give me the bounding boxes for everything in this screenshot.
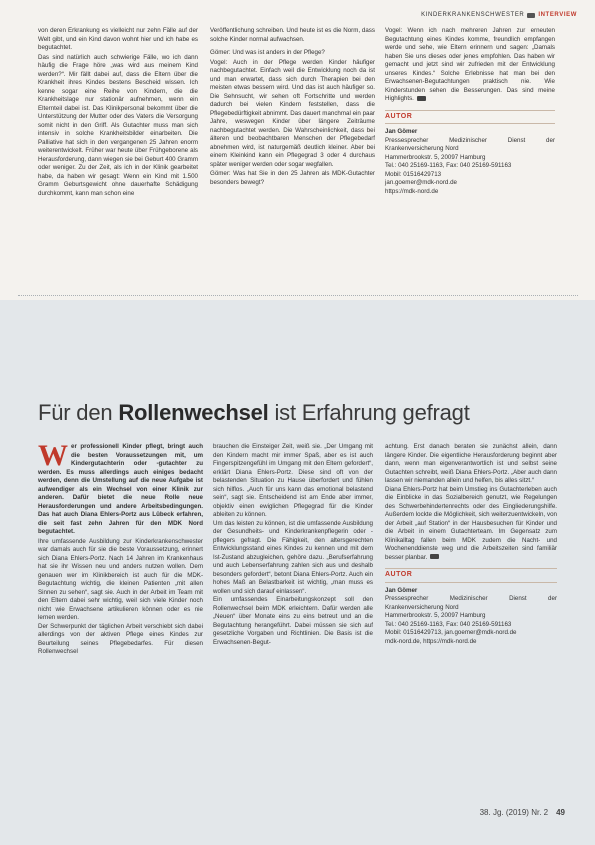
- article-title: [38, 400, 470, 426]
- end-mark-icon: [417, 96, 426, 101]
- paragraph: brauchen die Einsteiger Zeit, weiß sie. „Der Umgang mit den Kindern macht mir immer Spaß, aber es ist auch Fingerspitzengefühl im Umgang mit den Eltern gefordert“, erklärt Diana Ehlers-Portz. Diese sind oft von der belastenden Situation zu Hause überfordert und fühlen sich hilflos. „Auch für uns kann das emotional belastend sein“, sagt sie. Entscheidend ist am Ende aber immer, objektiv einen ewiglichen Pflegegrad für die Kinder ableiten zu können. Um das leisten zu können, ist die umfassende Ausbildung der Gesundheits- und Kinderkrankenpflegerin oder -pflegers gefragt. Die Fähigkeit, den altersgerechten Entwicklungsstand eines Kindes zu kennen und mit dem Ist-Zustand abzugleichen, gehöre dazu. „Berufserfahrung und auch Lebenserfahrung zahlen sich aus und deshalb besonders gefordert“, betont Diana Ehlers-Portz. Auch ein hohes Maß an Belastbarkeit ist wichtig, „man muss es wollen und sich darauf einlassen“. Ein umfassendes Einarbeitungskonzept soll den Rollenwechsel beim MDK erleichtern. Dafür werden alle „Neuen“ über Monate eins zu eins betreut und an die Begutachtung herangeführt. Dabei müssen sie sich auf gesetzliche Vorgaben und Richtlinien. Die Basis ist die Erwachsenen-Begut-: [213, 443, 373, 646]
- paragraph-text: achtung. Erst danach beraten sie zunächst allein, dann längere Kinder. Die eigentliche Herausforderung beginnt aber dann, wenn man eigenverantwortlich ist und selbst seine Gutachten schreibt, weiß Diana Ehlers-Portz. „Aber auch dann lassen wir niemanden allein und helfen, bis alles sitzt.“ Diana Ehlers-Portz hat beim Umstieg ins Gutachterleben auch die Einblicke in das Sozialbereich genutzt, wie Regelungen des Schwerbehindertenrechts oder des Eingliederungshilfe. Außerdem lockte die Möglichkeit, sich weiterzuentwickeln, von der Arbeit „auf Station“ in der Hausbesuchen für Kinder und die Arbeit in einem Gutachterteam. Im Gegensatz zum Klinikalltag fallen beim MDK zudem die Nacht- und Wochenenddienste weg und die Arbeitszeiten sind familiär besser planbar.: [385, 443, 557, 561]
- autor-role: Pressesprecher Medizinischer Dienst der Krankenversicherung Nord: [385, 136, 555, 152]
- page-footer: [480, 808, 565, 817]
- autor-role: Pressesprecher Medizinischer Dienst der Krankenversicherung Nord: [385, 595, 557, 611]
- magazine-logo-icon: [527, 13, 535, 18]
- paragraph: Ihre umfassende Ausbildung zur Kinderkrankenschwester war damals auch für sie die beste Voraussetzung, erinnert sich Diana Ehlers-Portz. Nach 14 Jahren im Krankenhaus hat sie ihr Wissen neu und anders nutzen wollen. Dem genauen wer im Klinikbereich ist auch für die MDK-Begutachtung wichtig, die kleinen Patienten „mit allen Sinnen zu sehen“, sagt sie. Auch in der Arbeit im Team mit den Eltern dabei sehr wichtig, weil sich viele Kinder noch nicht wie Erwachsene artikulieren können oder es nie lernen werden. Der Schwerpunkt der täglichen Arbeit verschiebt sich dabei allerdings von der aktiven Pflege eines Kindes zur Beurteilung seines Pflegebedarfes. Für diesen Rollenwechsel: [38, 537, 203, 655]
- interview-col-2: [210, 27, 375, 188]
- running-header: [421, 12, 577, 18]
- title-part: ist Erfahrung gefragt: [268, 400, 470, 425]
- autor-name: Jan Gömer: [385, 128, 418, 135]
- section-divider: [18, 295, 578, 296]
- paragraph: von deren Erkrankung es vielleicht nur zehn Fälle auf der Welt gibt, und ein Kind davon wohnt hier und ich habe es begutachtet.: [38, 27, 198, 51]
- header-section: INTERVIEW: [538, 12, 577, 18]
- paragraph: Das sind natürlich auch schwierige Fälle, wo ich dann häufig die Frage höre „was wird aus meinem Kind werden?“. Mir fällt dabei auf, dass die Eltern über die Krankheit ihres Kindes bestens Bescheid wissen. Ich kenne sogar eine Reihe von Kindern, die die Krankheitslage nur stationär aufnehmen, wenn ein Elternteil dabei ist. Das Klinikpersonal bekommt über die Unterstützung der Mutter oder des Vaters die Versorgung somit nicht in den Griff. Als Gutachter muss man sich intensiv in solche Krankheitsbilder einarbeiten. Die Palliative hat sich in den vergangenen 25 Jahren enorm weiterentwickelt. Früher war heute über Frühgeborene als Herausforderung, dann wiegen sie bei Geburt 400 Gramm oder weniger. Zu der Zeit, als ich in der Klinik gearbeitet habe, da haben wir gesagt: Wenn ein Kind mit 1.500 Gramm Geburtsgewicht ohne dauerhafte Schädigung durchkommt, kann man schon eine: [38, 53, 198, 197]
- lead-text: er professionell Kinder pflegt, bringt auch die besten Voraussetzungen mit, um Kindergutachterin oder -gutachter zu werden. Es muss allerdings auch einiges bedacht werden, denn die Umstellung auf die neue Aufgabe ist aufwendiger als ein Wechsel von einer Klinik zur anderen. Dafür bietet die neue Rolle neue Herausforderungen und andere Arbeitsbedingungen. Das hat auch Diana Ehlers-Portz aus Lübeck erfahren, die seit fast zehn Jahren für den MDK Nord begutachtet.: [38, 443, 203, 535]
- drop-cap: W: [38, 439, 68, 472]
- lead-paragraph: [38, 439, 203, 537]
- paragraph: Veröffentlichung schreiben. Und heute ist es die Norm, dass solche Kinder normal aufwachsen.: [210, 27, 375, 43]
- autor-web[interactable]: https://mdk-nord.de: [385, 187, 439, 195]
- autor-web[interactable]: mdk-nord.de, https://mdk-nord.de: [385, 637, 477, 645]
- page-number: 49: [556, 808, 565, 817]
- title-part: Für den: [38, 400, 119, 425]
- autor-phone: Tel.: 040 25169-1163, Fax: 040 25169-591163: [385, 162, 512, 169]
- answer: [385, 27, 555, 104]
- interview-col-1: [38, 27, 198, 199]
- end-mark-icon: [430, 554, 439, 559]
- header-prefix: KINDERKRANKENSCHWESTER: [421, 12, 525, 18]
- question: Gömer: Und was ist anders in der Pflege?: [210, 49, 325, 56]
- article-col-3: [385, 443, 557, 646]
- question: Gömer: Was hat Sie in den 25 Jahren als MDK-Gutachter besonders bewegt?: [210, 170, 375, 186]
- autor-address: Hammerbrookstr. 5, 20097 Hamburg: [385, 612, 486, 619]
- autor-email[interactable]: jan.goemer@mdk-nord.de: [385, 179, 457, 186]
- autor-phone: Tel.: 040 25169-1163, Fax: 040 25169-591163: [385, 620, 512, 628]
- article-col-1: [38, 439, 203, 658]
- answer-text: Vogel: Wenn ich nach mehreren Jahren zur erneuten Begutachtung eines Kindes komme, freundlich empfangen werde und sehe, wie Eltern erinnern und sagen: „Damals haben Sie uns dieses oder jenes empfohlen. Das haben wir gemacht und jetzt sind wir zufrieden mit der Entwicklung unseres Kindes.“ Solche Erlebnisse hat man bei den Erwachsenen-Begutachtungen praktisch nie. Wie Kinderstunden sehen die Besserungen. Das sind meine Highlights.: [385, 27, 555, 102]
- paragraph: [385, 443, 557, 562]
- autor-name: Jan Gömer: [385, 586, 418, 594]
- autor-heading: AUTOR: [385, 110, 555, 125]
- interview-col-3: [385, 27, 555, 196]
- title-bold: Rollenwechsel: [118, 400, 269, 425]
- article-col-2: [213, 443, 373, 648]
- autor-mobile: Mobil: 01516429713: [385, 170, 442, 178]
- issue-info: 38. Jg. (2019) Nr. 2: [479, 808, 549, 817]
- answer: Vogel: Auch in der Pflege werden Kinder häufiger nachbegutachtet. Einfach weil die Entwicklung noch da ist und man erwartet, dass sich durch Therapien bei den meisten etwas bessern wird. Und das ist auch häufiger so. Die Sehnsucht, wir sehen oft Fortschritte und werden dadurch bei vielen Kindern feststellen, dass die Pflegebedürftigkeit abnimmt. Das dauert manchmal ein paar Jahre, weswegen Kinder über längere Zeiträume nachbegutachtet werden. Die Wahrscheinlichkeit, dass bei älteren und beobachtbaren Menschen der Pflegebedarf abnehmen wird, ist naturgemäß deutlich kleiner. Aber bei einem Kleinkind kann ein Pflegegrad 3 oder 4 durchaus später weniger werden oder sogar wegfallen.: [210, 58, 375, 168]
- autor-heading: AUTOR: [385, 568, 557, 583]
- autor-mobile: Mobil: 01516429713, jan.goemer@mdk-nord.de: [385, 629, 517, 636]
- autor-address: Hammerbrookstr. 5, 20097 Hamburg: [385, 153, 486, 161]
